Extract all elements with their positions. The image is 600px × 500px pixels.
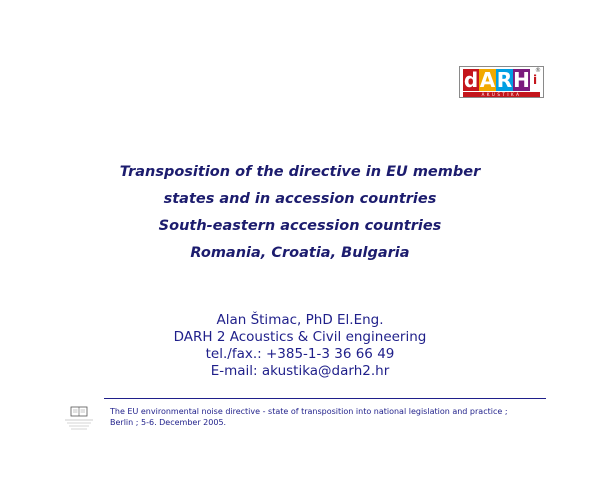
logo-registered-mark: ®	[535, 67, 541, 74]
footer-line-1: The EU environmental noise directive - state of transposition into national legislation and practice ;	[110, 407, 508, 416]
author-phone: tel./fax.: +385-1-3 36 66 49	[205, 346, 395, 362]
logo-letter-h: H	[513, 68, 530, 92]
logo-letters	[463, 69, 540, 91]
logo-letter-a: A	[479, 68, 496, 92]
title-line-2: states and in accession countries	[163, 191, 437, 207]
title-line-1: Transposition of the directive in EU member	[119, 164, 481, 180]
title-line-4: Romania, Croatia, Bulgaria	[190, 245, 410, 261]
logo-subtitle: AKUSTIKA	[463, 92, 540, 97]
footer-line-2: Berlin ; 5-6. December 2005.	[110, 418, 227, 427]
presentation-title	[0, 161, 600, 269]
author-organization: DARH 2 Acoustics & Civil engineering	[173, 329, 427, 345]
author-email: E-mail: akustika@darh2.hr	[210, 363, 390, 379]
darh-akustika-logo	[459, 66, 544, 98]
book-emblem-icon	[62, 405, 96, 433]
logo-letter-i: i	[530, 69, 540, 91]
logo-letter-r: R	[496, 68, 513, 92]
author-name: Alan Štimac, PhD El.Eng.	[216, 312, 384, 328]
title-line-3: South-eastern accession countries	[158, 218, 442, 234]
author-info	[0, 312, 600, 380]
footer-text	[110, 406, 550, 428]
footer-divider	[104, 398, 546, 399]
logo-letter-d: d	[463, 68, 479, 92]
